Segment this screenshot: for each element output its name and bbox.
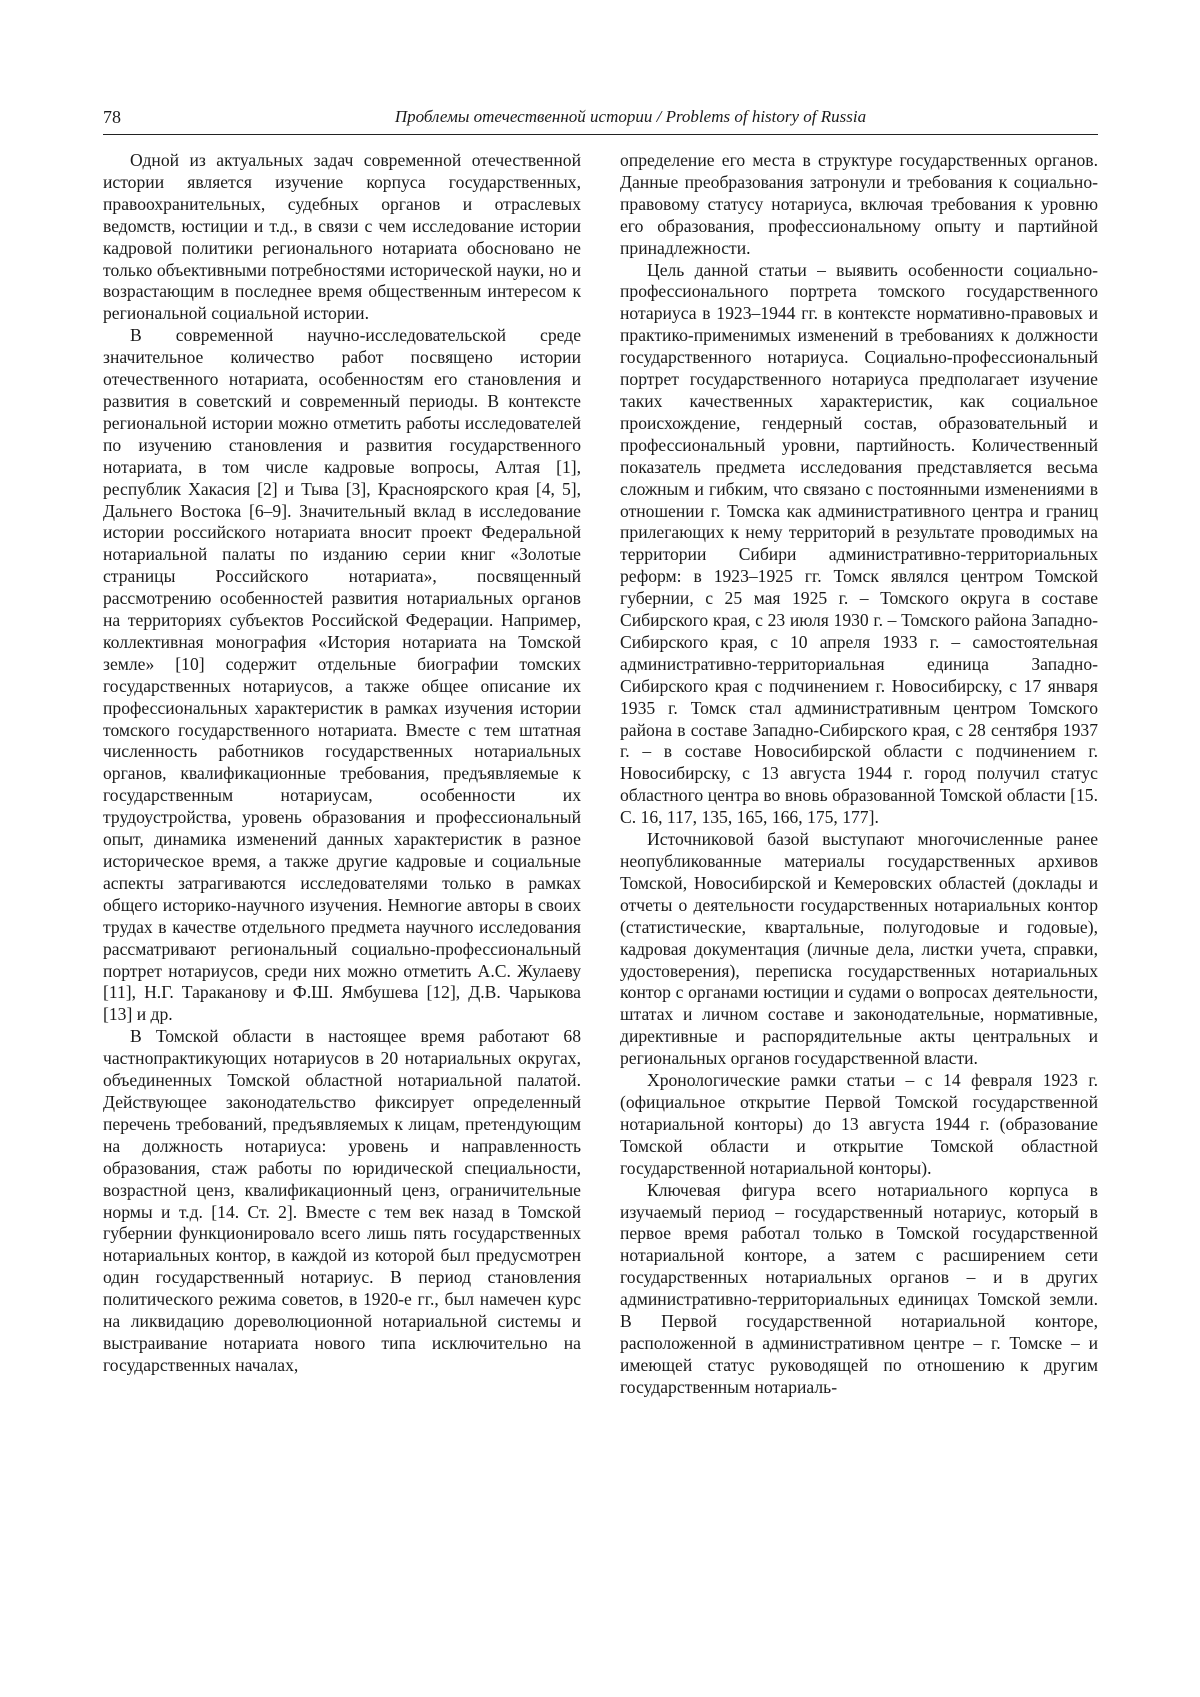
- page-number: 78: [103, 107, 121, 127]
- paragraph: Хронологические рамки статьи – с 14 февраля 1923 г. (официальное открытие Первой Томской государственной нотариальной конторы) до 13 августа 1944 г. (образование Томской области и открытие Томской областной государственной нотариальной конторы).: [620, 1070, 1098, 1178]
- paragraph: Источниковой базой выступают многочисленные ранее неопубликованные материалы государственных архивов Томской, Новосибирской и Кемеровских областей (доклады и отчеты о деятельности государственных нотариальных контор (статистические, квартальные, полугодовые и годовые), кадровая документация (личные дела, листки учета, справки, удостоверения), переписка государственных нотариальных контор с органами юстиции и судами о вопросах деятельности, штатах и личном составе и законодательные, нормативные, директивные и распорядительные акты центральных и региональных органов государственной власти.: [620, 829, 1098, 1069]
- paragraph-continued: определение его места в структуре государственных органов. Данные преобразования затронули и требования к социально-правовому статусу нотариуса, включая требования к уровню его образования, профессиональному опыту и партийной принадлежности.: [620, 150, 1098, 258]
- page-header: [103, 106, 1098, 135]
- paragraph: В современной научно-исследовательской среде значительное количество работ посвящено истории отечественного нотариата, особенностям его становления и развития в советский и современный периоды. В контексте региональной истории можно отметить работы исследователей по изучению становления и развития государственного нотариата, в том числе кадровые вопросы, Алтая [1], республик Хакасия [2] и Тыва [3], Красноярского края [4, 5], Дальнего Востока [6–9]. Значительный вклад в исследование истории российского нотариата вносит проект Федеральной нотариальной палаты по изданию серии книг «Золотые страницы Российского нотариата», посвященный рассмотрению особенностей развития нотариальных органов на территориях субъектов Российской Федерации. Например, коллективная монография «История нотариата на Томской земле» [10] содержит отдельные биографии томских государственных нотариусов, а также общее описание их профессиональных характеристик в рамках изучения истории томского государственного нотариата. Вместе с тем штатная численность работников государственных нотариальных органов, квалификационные требования, предъявляемые к государственным нотариусам, особенности их трудоустройства, уровень образования и профессиональный опыт, динамика изменений данных характеристик в разное историческое время, а также другие кадровые и социальные аспекты затрагиваются исследователями только в рамках общего историко-научного изучения. Немногие авторы в своих трудах в качестве отдельного предмета научного исследования рассматривают региональный социально-профессиональный портрет нотариусов, среди них можно отметить А.С. Жулаеву [11], Н.Г. Тараканову и Ф.Ш. Ямбушева [12], Д.В. Чарыкова [13] и др.: [103, 325, 581, 1025]
- paragraph: Одной из актуальных задач современной отечественной истории является изучение корпуса государственных, правоохранительных, судебных органов и отраслевых ведомств, юстиции и т.д., в связи с чем исследование истории кадровой политики регионального нотариата обосновано не только объективными потребностями исторической науки, но и возрастающим в последнее время общественным интересом к региональной социальной истории.: [103, 150, 581, 324]
- paragraph: В Томской области в настоящее время работают 68 частнопрактикующих нотариусов в 20 нотариальных округах, объединенных Томской областной нотариальной палатой. Действующее законодательство фиксирует определенный перечень требований, предъявляемых к лицам, претендующим на должность нотариуса: уровень и направленность образования, стаж работы по юридической специальности, возрастной ценз, квалификационный ценз, ограничительные нормы и т.д. [14. Ст. 2]. Вместе с тем век назад в Томской губернии функционировало всего лишь пять государственных нотариальных контор, в каждой из которой был предусмотрен один государственный нотариус. В период становления политического режима советов, в 1920-е гг., был намечен курс на ликвидацию дореволюционной нотариальной системы и выстраивание нотариата нового типа исключительно на государственных началах,: [103, 1026, 581, 1375]
- paragraph: Ключевая фигура всего нотариального корпуса в изучаемый период – государственный нотариус, который в первое время работал только в Томской государственной нотариальной конторе, а затем с расширением сети государственных нотариальных органов – и в других административно-территориальных единицах Томской земли. В Первой государственной нотариальной конторе, расположенной в административном центре – г. Томске – и имеющей статус руководящей по отношению к другим государственным нотариаль-: [620, 1179, 1098, 1397]
- running-title: Проблемы отечественной истории / Problems of history of Russia: [394, 107, 867, 126]
- paragraph: Цель данной статьи – выявить особенности социально-профессионального портрета томского государственного нотариуса в 1923–1944 гг. в контексте нормативно-правовых и практико-применимых изменений в требованиях к должности государственного нотариуса. Социально-профессиональный портрет государственного нотариуса предполагает изучение таких качественных характеристик, как социальное происхождение, гендерный состав, образовательный и профессиональный уровни, партийность. Количественный показатель предмета исследования представляется весьма сложным и гибким, что связано с постоянными изменениями в отношении г. Томска как административного центра и границ прилегающих к нему территорий в результате проводимых на территории Сибири административно-территориальных реформ: в 1923–1925 гг. Томск являлся центром Томской губернии, с 25 мая 1925 г. – Томского округа в составе Сибирского края, с 23 июля 1930 г. – Томского района Западно-Сибирского края, с 10 апреля 1933 г. – самостоятельная административно-территориальная единица Западно-Сибирского края с подчинением г. Новосибирску, с 17 января 1935 г. Томск стал административным центром Томского района в составе Западно-Сибирского края, с 28 сентября 1937 г. – в составе Новосибирской области с подчинением г. Новосибирску, с 13 августа 1944 г. город получил статус областного центра во вновь образованной Томской области [15. С. 16, 117, 135, 165, 166, 175, 177].: [620, 259, 1098, 828]
- right-column: [620, 150, 1098, 1399]
- left-column: [103, 150, 581, 1377]
